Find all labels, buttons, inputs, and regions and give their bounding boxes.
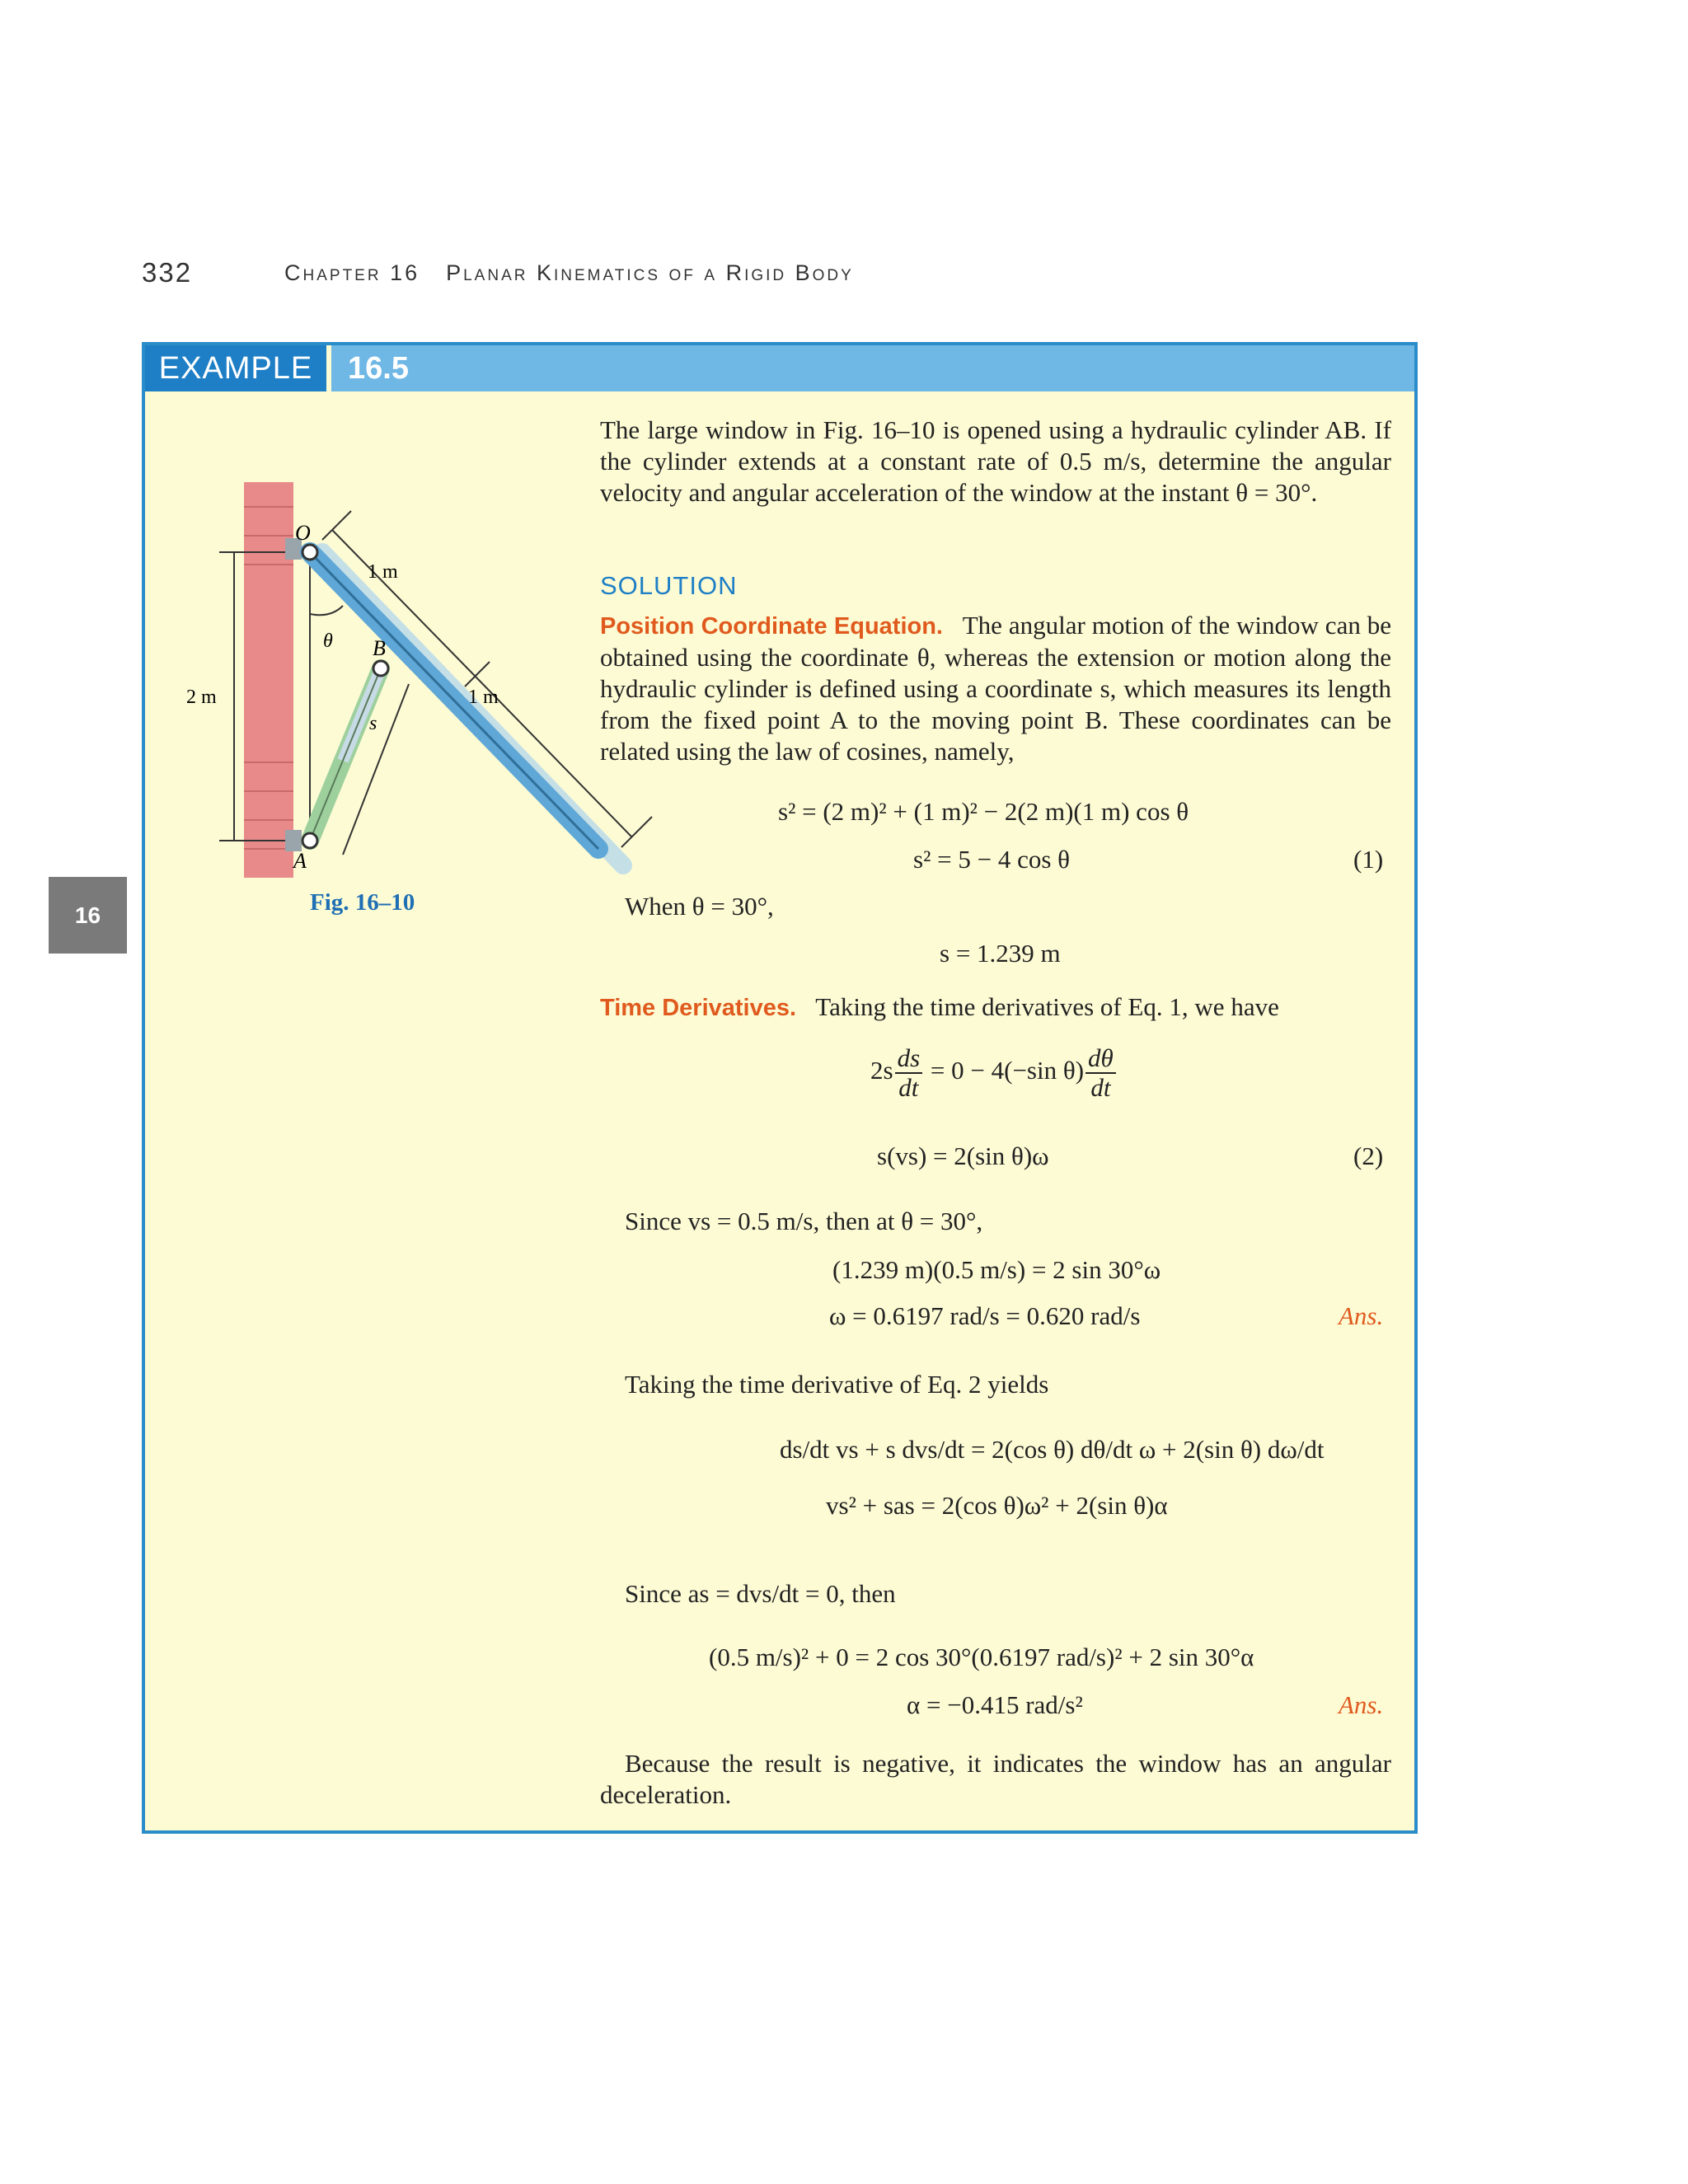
- equation-omega-substitution: (1.239 m)(0.5 m/s) = 2 sin 30°ω: [832, 1255, 1161, 1284]
- conclusion-text: Because the result is negative, it indicates the window has an angular deceleration.: [600, 1749, 1391, 1809]
- equation-2-number: (2): [1353, 1141, 1384, 1170]
- s-label: s: [369, 713, 377, 734]
- since-vs-text: Since vs = 0.5 m/s, then at θ = 30°,: [625, 1207, 983, 1235]
- fraction-dtheta-dt: $\frac{d\theta}{dt}$: [1085, 1044, 1116, 1102]
- page-number: 332: [142, 257, 193, 288]
- position-heading: Position Coordinate Equation.: [600, 613, 943, 640]
- equation-acceleration-a: ds/dt vs + s dvs/dt = 2(cos θ) dθ/dt ω + 2(sin θ) dω/dt: [780, 1435, 1325, 1464]
- position-text: The angular motion of the window can be obtained using the coordinate θ, whereas the extension or motion along the hydraulic cylinder is defined using a coordinate s, which measures its length from the fixed point A to the moving point B. These coordinates can be related using the law of cosines, namely,: [600, 611, 1391, 766]
- equation-derivative-a: 2s $\frac{ds}{dt}$ = 0 − 4(−sin θ) $\frac{d\theta}{dt}$: [870, 1044, 1118, 1102]
- running-head: [284, 260, 854, 286]
- equation-s-value: s = 1.239 m: [940, 939, 1061, 968]
- time-derivatives-heading: Time Derivatives.: [600, 995, 797, 1021]
- point-O-label: O: [295, 521, 311, 545]
- point-A-label: A: [293, 849, 307, 873]
- answer-alpha-label: Ans.: [1339, 1690, 1384, 1719]
- fraction-ds-dt: $\frac{ds}{dt}$: [895, 1044, 923, 1102]
- example-box: [142, 342, 1418, 1834]
- chapter-label: Chapter 16: [284, 260, 420, 285]
- derivative-eq2-text: Taking the time derivative of Eq. 2 yields: [625, 1370, 1049, 1399]
- dim-1m-top-label: 1 m: [368, 561, 398, 583]
- equation-omega-result: ω = 0.6197 rad/s = 0.620 rad/s: [829, 1301, 1141, 1330]
- pin-B: [373, 661, 388, 676]
- point-B-label: B: [373, 636, 386, 660]
- pin-A: [302, 833, 317, 848]
- figure-caption: Fig. 16–10: [310, 889, 415, 916]
- since-as-text: Since as = dvs/dt = 0, then: [625, 1579, 896, 1608]
- problem-statement: The large window in Fig. 16–10 is opened using a hydraulic cylinder AB. If the cylinder extends at a constant rate of 0.5 m/s, determine the angular velocity and angular acceleration of the window at the instant θ = 30°.: [600, 415, 1391, 507]
- dim-1m-right-label: 1 m: [468, 687, 499, 708]
- time-derivatives-paragraph: [600, 991, 1391, 1024]
- example-number: 16.5: [348, 350, 409, 386]
- when-theta-text: When θ = 30°,: [625, 892, 774, 921]
- equation-2: s(vs) = 2(sin θ)ω: [877, 1141, 1049, 1170]
- pin-O: [302, 545, 317, 560]
- equation-law-of-cosines: s² = (2 m)² + (1 m)² − 2(2 m)(1 m) cos θ: [778, 797, 1189, 826]
- position-paragraph: [600, 610, 1391, 767]
- dim-2m-label: 2 m: [186, 687, 217, 708]
- header-separator: [326, 345, 331, 391]
- theta-label: θ: [323, 630, 333, 652]
- equation-alpha-result: α = −0.415 rad/s²: [907, 1690, 1083, 1719]
- equation-1-number: (1): [1353, 845, 1384, 874]
- answer-omega-label: Ans.: [1339, 1301, 1384, 1330]
- chapter-side-tab: 16: [49, 877, 127, 954]
- time-derivatives-text: Taking the time derivatives of Eq. 1, we have: [815, 992, 1279, 1021]
- equation-acceleration-b: vs² + sas = 2(cos θ)ω² + 2(sin θ)α: [826, 1491, 1168, 1520]
- example-header: [145, 345, 1414, 391]
- solution-heading: SOLUTION: [600, 571, 738, 600]
- equation-alpha-substitution: (0.5 m/s)² + 0 = 2 cos 30°(0.6197 rad/s)² + 2 sin 30°α: [709, 1643, 1254, 1671]
- chapter-title: Planar Kinematics of a Rigid Body: [446, 260, 854, 285]
- example-label: EXAMPLE: [145, 345, 326, 391]
- equation-1: s² = 5 − 4 cos θ: [913, 845, 1070, 874]
